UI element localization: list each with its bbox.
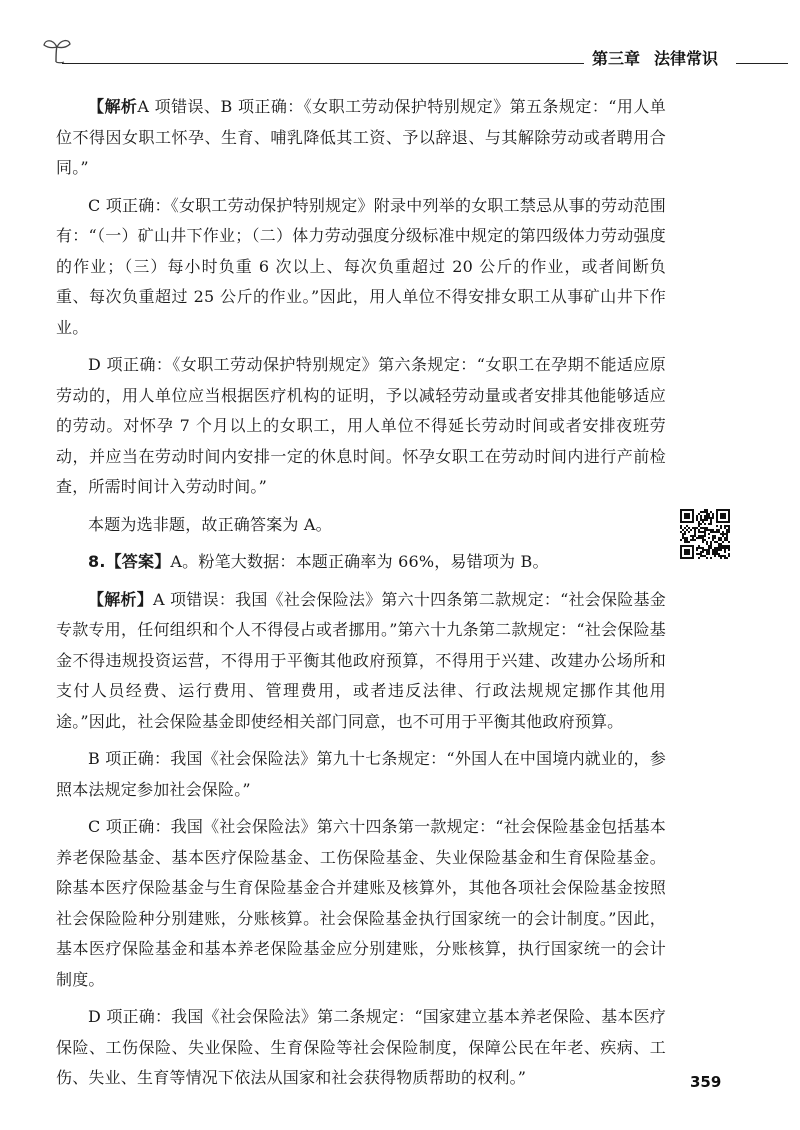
page-header: [0, 0, 800, 80]
paragraph-text: D 项正确：我国《社会保险法》第二条规定：“国家建立基本养老保险、基本医疗保险、工伤保险、失业保险、生育保险等社会保险制度，保障公民在年老、疾病、工伤、失业、生育等情况下依法从国家和社会获得物质帮助的权利。”: [56, 1007, 666, 1087]
paragraph: [56, 510, 666, 541]
paragraph: [56, 744, 666, 805]
page-number: 359: [690, 1073, 722, 1091]
answer-label: 8.【答案】: [88, 552, 171, 571]
paragraph: [56, 191, 666, 344]
paragraph: [56, 1002, 666, 1094]
paragraph: [56, 350, 666, 503]
paragraph-text: C 项正确：我国《社会保险法》第六十四条第一款规定：“社会保险基金包括基本养老保险基金、基本医疗保险基金、工伤保险基金、失业保险基金和生育保险基金。除基本医疗保险基金与生育保险基金合并建账及核算外，其他各项社会保险基金按照社会保险险种分别建账，分账核算。社会保险基金执行国家统一的会计制度。”因此，基本医疗保险基金和基本养老保险基金应分别建账，分账核算，执行国家统一的会计制度。: [56, 817, 666, 989]
paragraph-text: C 项正确：《女职工劳动保护特别规定》附录中列举的女职工禁忌从事的劳动范围有：“（一）矿山井下作业；（二）体力劳动强度分级标准中规定的第四级体力劳动强度的作业；（三）每小时负重 6 次以上、每次负重超过 20 公斤的作业，或者间断负重、每次负重超过 25 公斤的作业。”因此，用人单位不得安排女职工从事矿山井下作业。: [56, 195, 666, 337]
paragraph-text: 本题为选非题，故正确答案为 A。: [88, 514, 332, 534]
chapter-number: 第三章: [592, 49, 641, 68]
paragraph-text: D 项正确：《女职工劳动保护特别规定》第六条规定：“女职工在孕期不能适应原劳动的，用人单位应当根据医疗机构的证明，予以减轻劳动量或者安排其他能够适应的劳动。对怀孕 7 个月以上的女职工，用人单位不得延长劳动时间或者安排夜班劳动，并应当在劳动时间内安排一定的休息时间。怀孕女职工在劳动时间内进行产前检查，所需时间计入劳动时间。”: [56, 355, 666, 496]
paragraph: [56, 585, 666, 738]
chapter-title: 法律常识: [654, 49, 719, 68]
header-rule-end: [736, 63, 788, 64]
header-rule: [62, 63, 584, 64]
analysis-label: 【解析】: [88, 589, 154, 609]
sprout-icon: [42, 36, 72, 64]
answer-explanation-body: [56, 92, 666, 1101]
paragraph-text: A。粉笔大数据：本题正确率为 66%，易错项为 B。: [170, 552, 549, 571]
qr-code-icon[interactable]: [680, 509, 730, 559]
paragraph-text: A 项错误：我国《社会保险法》第六十四条第二款规定：“社会保险基金专款专用，任何组织和个人不得侵占或者挪用。”第六十九条第二款规定：“社会保险基金不得违规投资运营，不得用于平衡其他政府预算，不得用于兴建、改建办公场所和支付人员经费、运行费用、管理费用，或者违反法律、行政法规规定挪作其他用途。”因此，社会保险基金即使经相关部门同意，也不可用于平衡其他政府预算。: [56, 589, 667, 731]
paragraph-text: A 项错误、B 项正确：《女职工劳动保护特别规定》第五条规定：“用人单位不得因女职工怀孕、生育、哺乳降低其工资、予以辞退、与其解除劳动或者聘用合同。”: [56, 97, 666, 177]
paragraph-lead: 【解析: [88, 97, 138, 116]
paragraph: [56, 812, 666, 995]
paragraph-text: B 项正确：我国《社会保险法》第九十七条规定：“外国人在中国境内就业的，参照本法规定参加社会保险。”: [56, 749, 666, 799]
answer-line: [56, 547, 666, 578]
chapter-heading: [592, 46, 718, 69]
paragraph: [56, 92, 666, 184]
